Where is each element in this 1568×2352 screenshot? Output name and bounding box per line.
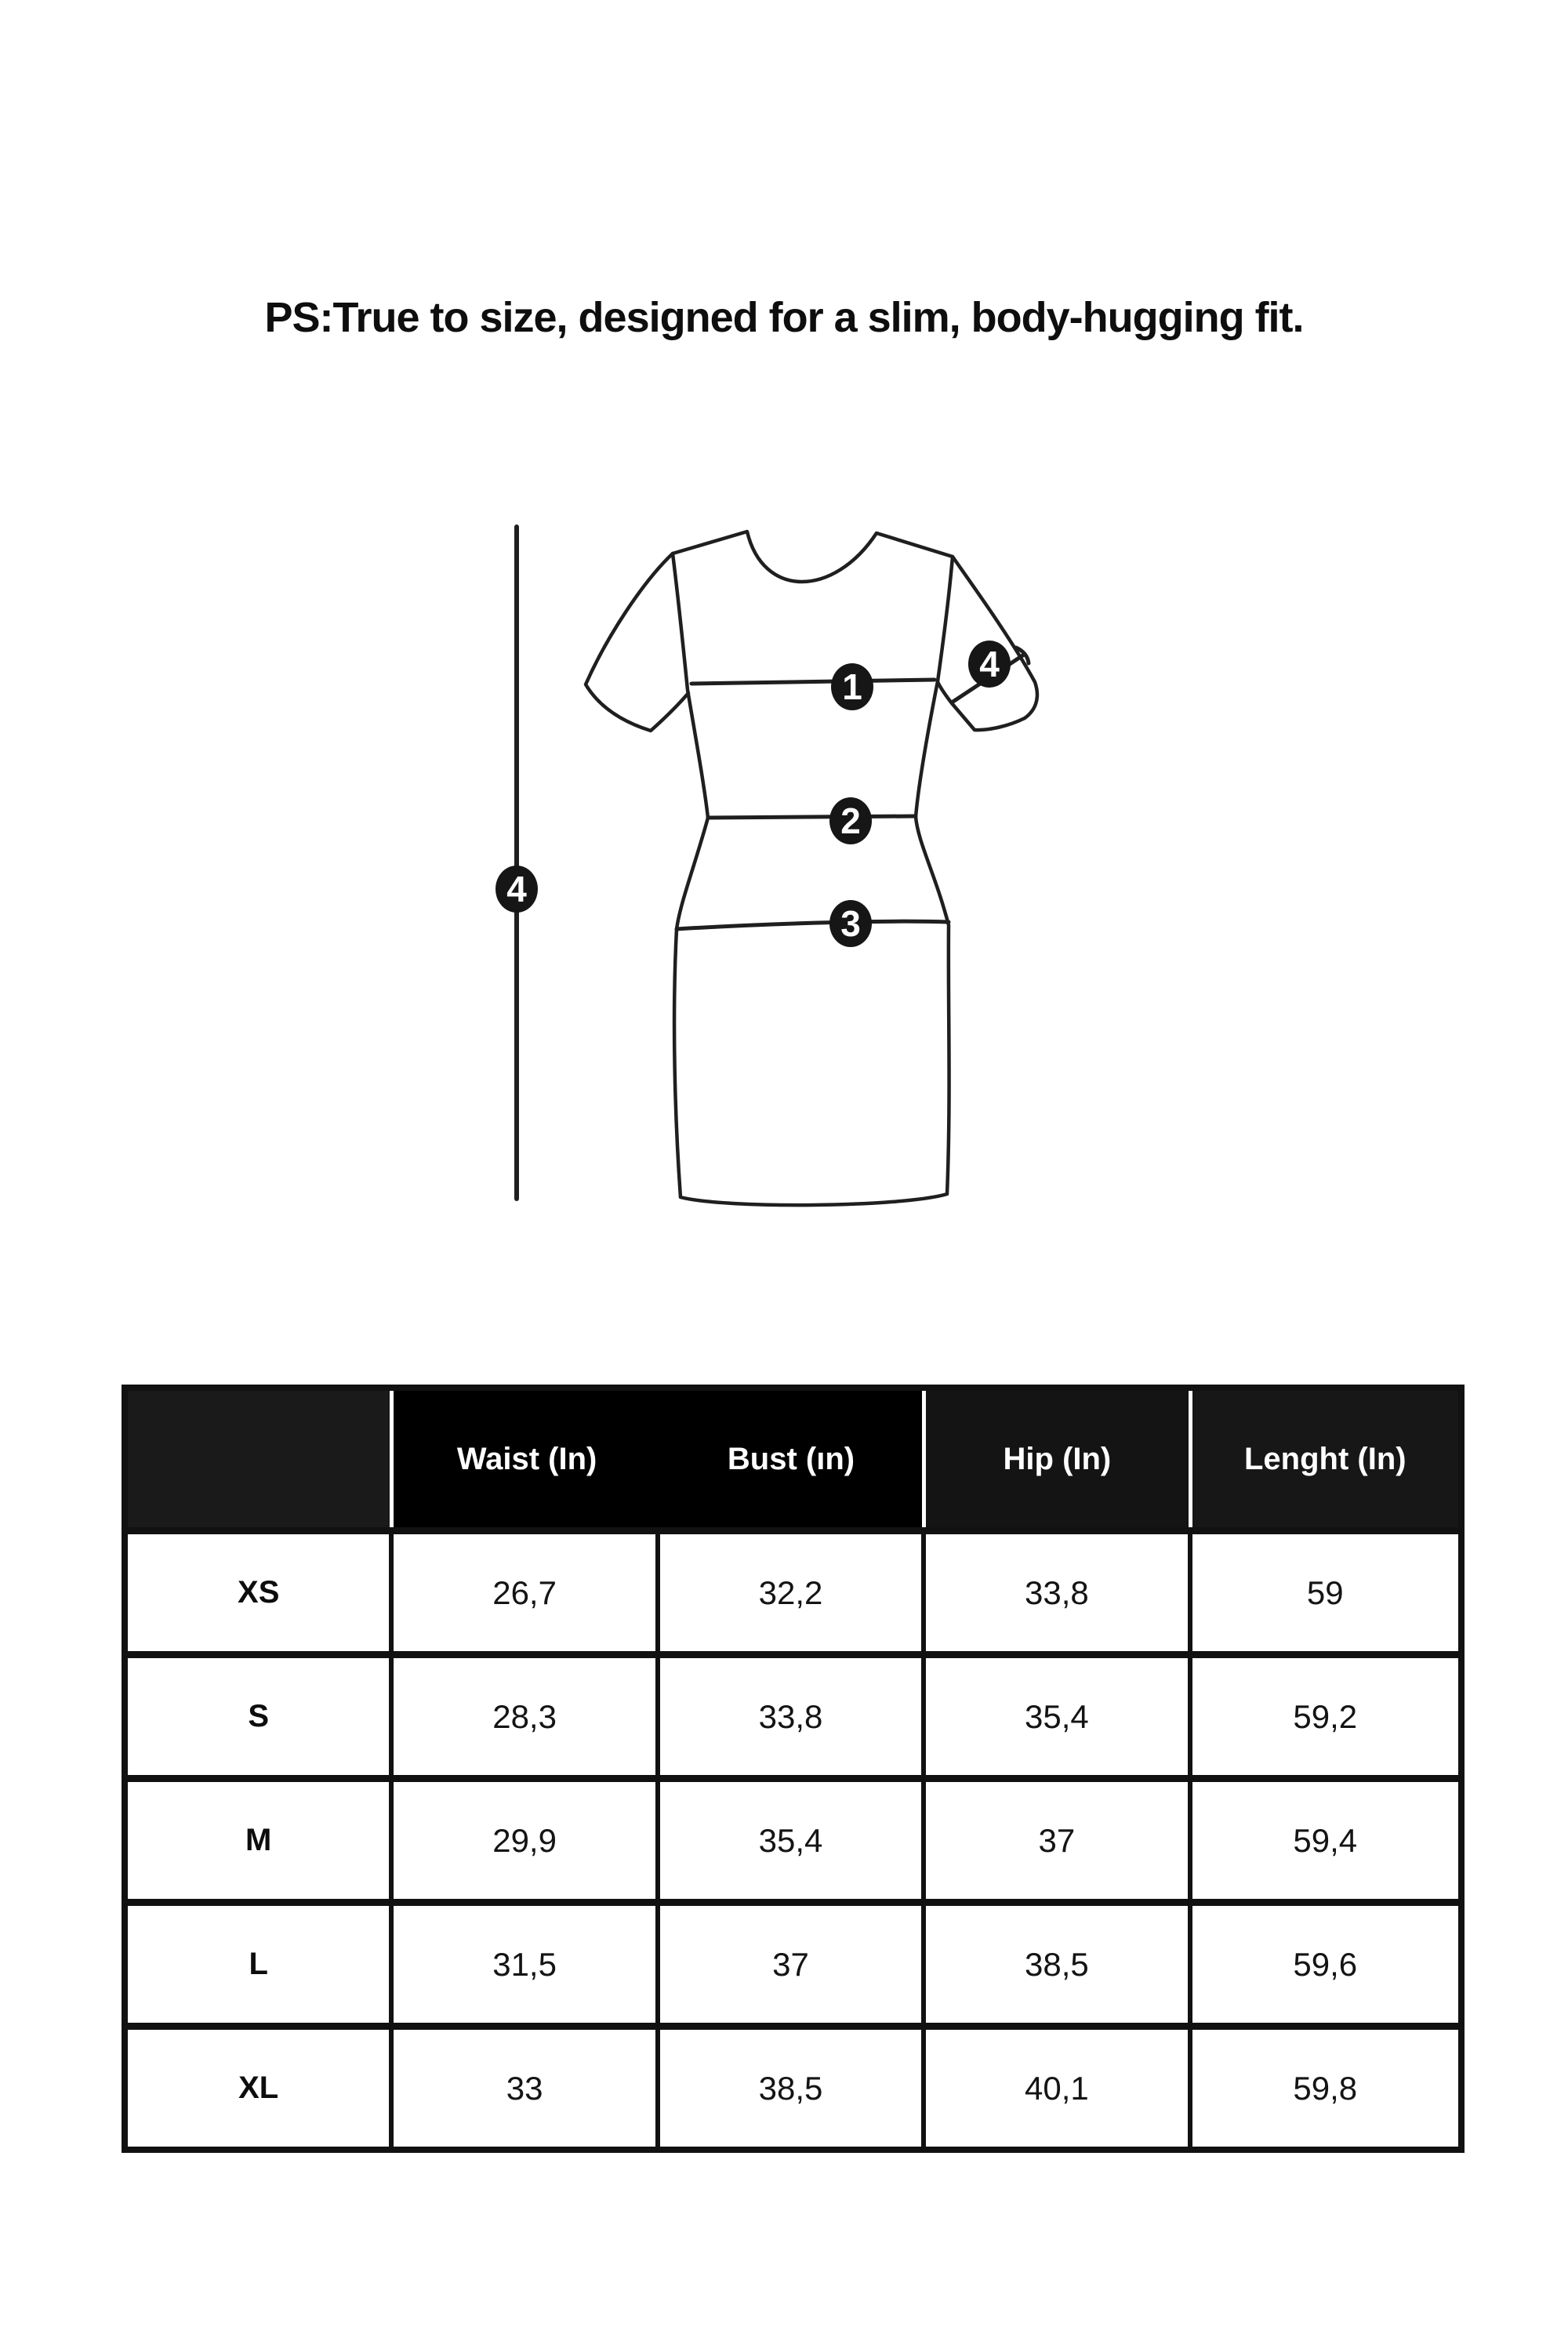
header-hip: Hip (In): [926, 1391, 1192, 1527]
sleeve-badge-number: 4: [979, 644, 1000, 684]
dress-body-outline: [673, 532, 953, 1205]
xl-bust-value: 38,5: [660, 2023, 926, 2147]
header-bust: Bust (ın): [660, 1391, 926, 1527]
xl-waist-value: 33: [394, 2023, 659, 2147]
size-chart-table: [122, 1385, 1465, 2153]
page-title: PS:True to size, designed for a slim, body-hugging fit.: [264, 294, 1304, 341]
s-waist-value: 28,3: [394, 1651, 659, 1775]
xs-waist-value: 26,7: [394, 1527, 659, 1651]
bust-badge-number: 1: [842, 666, 862, 707]
m-bust-value: 35,4: [660, 1775, 926, 1899]
size-label-xl: XL: [128, 2023, 394, 2147]
dress-measurement-diagram: [470, 502, 1098, 1239]
size-label-l: L: [128, 1899, 394, 2023]
m-length-value: 59,4: [1192, 1775, 1458, 1899]
l-hip-value: 38,5: [926, 1899, 1192, 2023]
header-length: Lenght (In): [1192, 1391, 1458, 1527]
hip-badge-number: 3: [840, 903, 861, 944]
xs-hip-value: 33,8: [926, 1527, 1192, 1651]
length-badge-number: 4: [506, 869, 527, 909]
size-label-xs: XS: [128, 1527, 394, 1651]
xs-bust-value: 32,2: [660, 1527, 926, 1651]
m-hip-value: 37: [926, 1775, 1192, 1899]
l-waist-value: 31,5: [394, 1899, 659, 2023]
s-bust-value: 33,8: [660, 1651, 926, 1775]
header-empty-cell: [128, 1391, 394, 1527]
xs-length-value: 59: [1192, 1527, 1458, 1651]
xl-length-value: 59,8: [1192, 2023, 1458, 2147]
s-hip-value: 35,4: [926, 1651, 1192, 1775]
m-waist-value: 29,9: [394, 1775, 659, 1899]
s-length-value: 59,2: [1192, 1651, 1458, 1775]
size-label-s: S: [128, 1651, 394, 1775]
header-waist: Waist (In): [394, 1391, 659, 1527]
waist-measure-line: [708, 816, 916, 818]
waist-badge-number: 2: [840, 800, 861, 841]
l-bust-value: 37: [660, 1899, 926, 2023]
size-label-m: M: [128, 1775, 394, 1899]
l-length-value: 59,6: [1192, 1899, 1458, 2023]
xl-hip-value: 40,1: [926, 2023, 1192, 2147]
dress-left-sleeve: [586, 554, 688, 731]
